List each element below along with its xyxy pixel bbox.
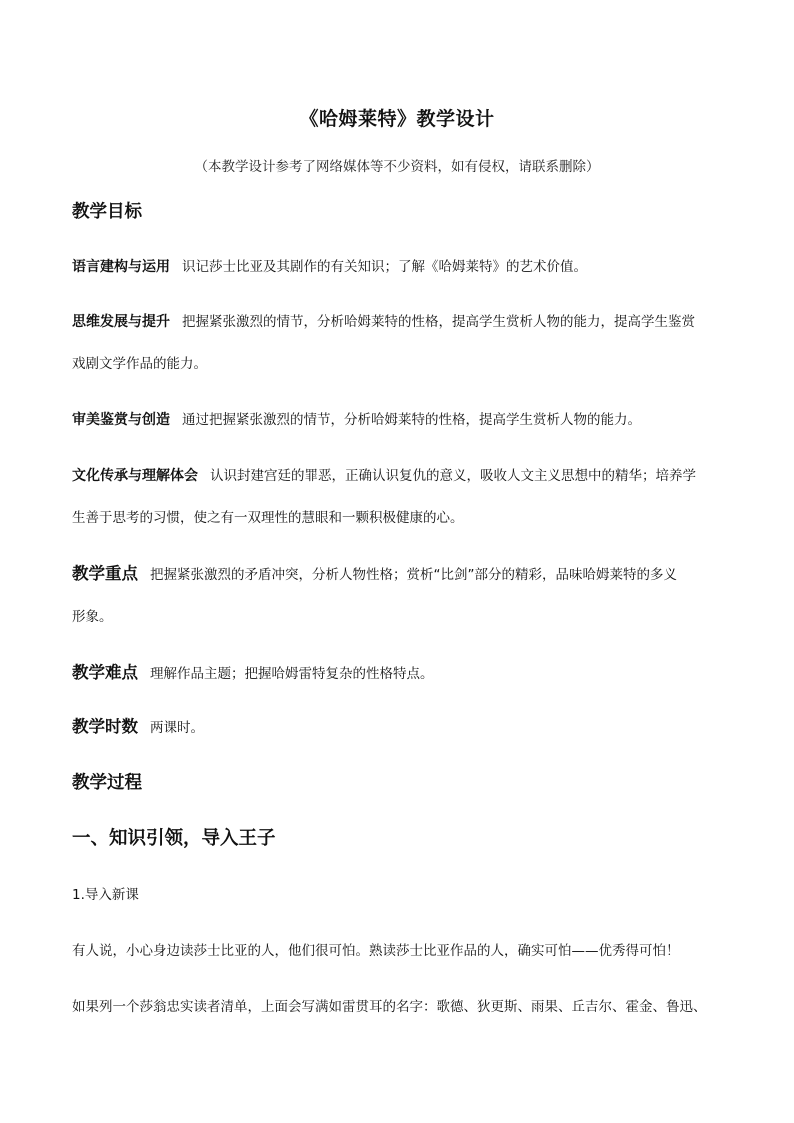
goal-label: 文化传承与理解体会: [72, 468, 198, 484]
teaching-hours: [72, 713, 204, 737]
document-title: 《哈姆莱特》教学设计: [299, 108, 495, 130]
body-paragraph: 如果列一个莎翁忠实读者清单，上面会写满如雷贯耳的名字：歌德、狄更斯、雨果、丘吉尔、霍金、鲁迅、: [72, 999, 707, 1015]
goal-label: 审美鉴赏与创造: [72, 412, 170, 428]
section-heading-goals: 教学目标: [72, 202, 142, 222]
key-points: [72, 560, 677, 584]
goal-text: 识记莎士比亚及其剧作的有关知识；了解《哈姆莱特》的艺术价值。: [182, 259, 587, 275]
goal-item: [72, 310, 695, 331]
goal-text: 把握紧张激烈的情节，分析哈姆莱特的性格，提高学生赏析人物的能力，提高学生鉴赏: [182, 314, 695, 330]
step-heading: 1.导入新课: [72, 887, 139, 903]
goal-text: 认识封建宫廷的罪恶，正确认识复仇的意义，吸收人文主义思想中的精华；培养学: [210, 468, 696, 484]
goal-text: 通过把握紧张激烈的情节，分析哈姆莱特的性格，提高学生赏析人物的能力。: [182, 412, 641, 428]
goal-item: [72, 255, 587, 276]
key-points-text-continued: 形象。: [72, 609, 113, 625]
teaching-hours-label: 教学时数: [72, 717, 138, 736]
key-points-label: 教学重点: [72, 564, 138, 583]
body-paragraph: 有人说，小心身边读莎士比亚的人，他们很可怕。熟读莎士比亚作品的人，确实可怕——优秀得可怕！: [72, 943, 680, 959]
section-heading-process: 教学过程: [72, 773, 142, 793]
goal-label: 语言建构与运用: [72, 259, 170, 275]
goal-item: [72, 464, 696, 485]
difficulties-text: 理解作品主题；把握哈姆雷特复杂的性格特点。: [150, 666, 434, 682]
difficulties-label: 教学难点: [72, 663, 138, 682]
difficulties: [72, 659, 434, 683]
teaching-hours-text: 两课时。: [150, 720, 204, 736]
key-points-text: 把握紧张激烈的矛盾冲突，分析人物性格；赏析“比剑”部分的精彩，品味哈姆莱特的多义: [150, 567, 677, 583]
document-subtitle: （本教学设计参考了网络媒体等不少资料，如有侵权，请联系删除）: [194, 159, 600, 175]
goal-item: [72, 408, 641, 429]
goal-text-continued: 生善于思考的习惯，使之有一双理性的慧眼和一颗积极健康的心。: [72, 510, 464, 526]
goal-text-continued: 戏剧文学作品的能力。: [72, 356, 207, 372]
goal-label: 思维发展与提升: [72, 314, 170, 330]
part-heading: 一、知识引领，导入王子: [72, 828, 276, 849]
